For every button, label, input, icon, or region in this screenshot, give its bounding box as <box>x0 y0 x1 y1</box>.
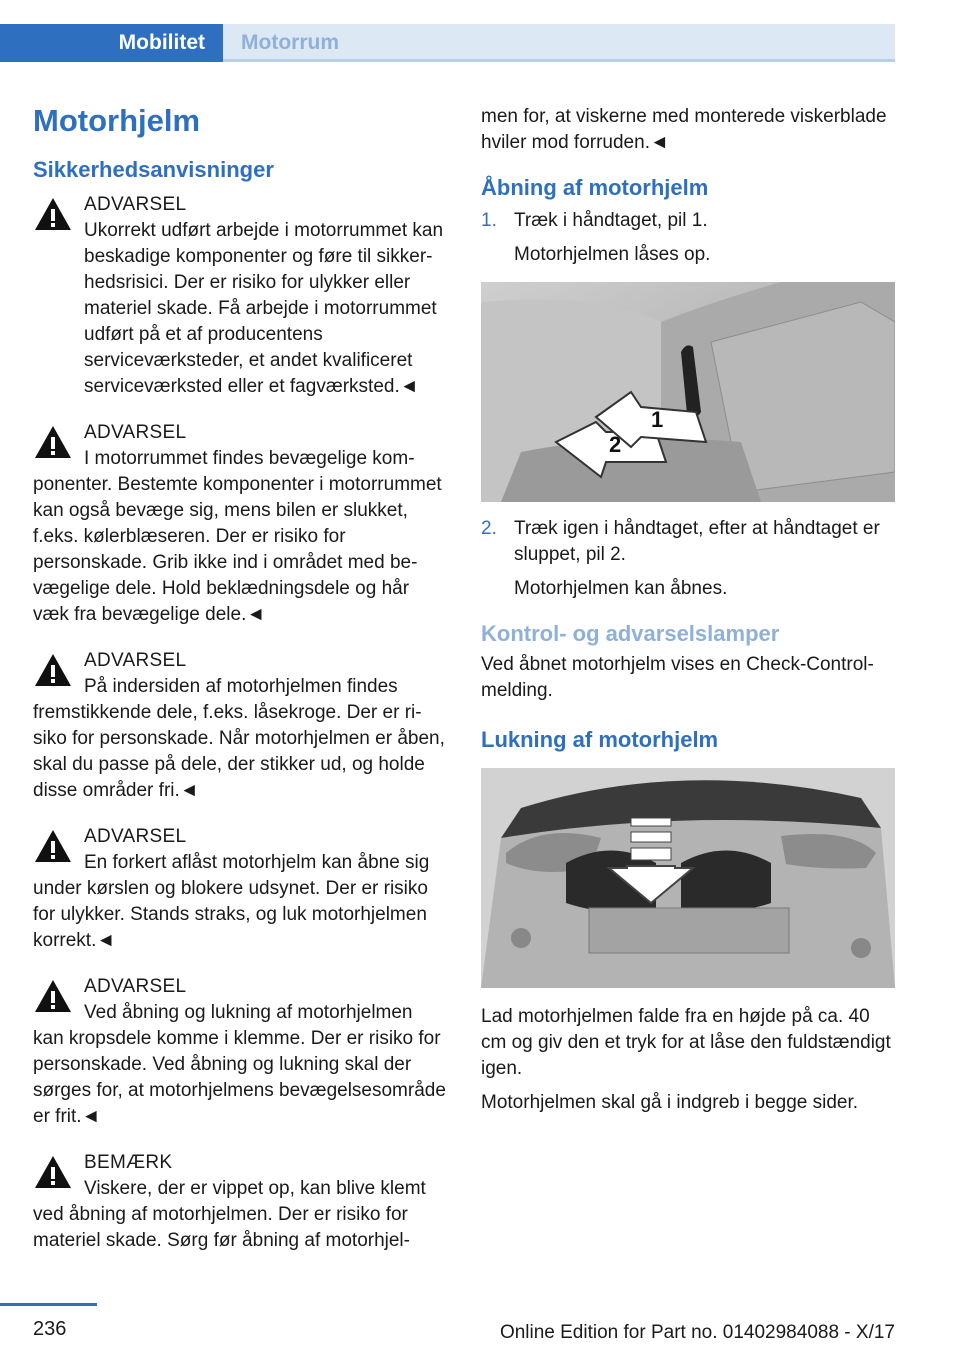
step-2 <box>481 516 896 568</box>
closing-text-2: Motorhjelmen skal gå i indgreb i begge sider. <box>481 1092 859 1113</box>
tab-underline <box>223 59 895 62</box>
svg-text:2: 2 <box>609 432 622 457</box>
opening-steps-cont <box>481 516 896 568</box>
warning-triangle-icon <box>33 826 73 866</box>
page-title: Motorhjelm <box>33 103 201 138</box>
page-number: 236 <box>33 1318 67 1340</box>
step-number: 1. <box>481 210 497 231</box>
warning-label: ADVARSEL <box>84 976 187 997</box>
warning-text: En forkert aflåst motorhjelm kan åbne sig under kørslen og blokere udsynet. Der er risiko for ulykker. Stands straks, og luk motorhjelmen korrekt.◄ <box>33 852 430 951</box>
notice-text: Viskere, der er vippet op, kan blive klemt ved åbning af motorhjelmen. Der er risiko for materiel skade. Sørg før åbning af motorhjel- <box>33 1178 426 1251</box>
warning-block <box>33 974 448 1130</box>
step-result: Motorhjelmen låses op. <box>514 244 711 265</box>
step-text: Træk igen i håndtaget, efter at håndtaget er sluppet, pil 2. <box>514 518 880 565</box>
footer-rule <box>0 1303 97 1306</box>
hood-release-lever-figure <box>481 282 895 502</box>
warning-text: I motorrummet findes bevægelige komponenter. Bestemte komponenter i motorrummet kan også bevæge sig, mens bilen er slukket, f.eks. kølerblæseren. Der er risiko for personskade. Grib ikke ind i området med bevægelige dele. Hold beklædningsdele og hår væk fra bevægelige dele.◄ <box>33 448 442 625</box>
continuation-text: men for, at viskerne med monterede viskerblade hviler mod forruden.◄ <box>481 106 887 153</box>
step-text: Træk i håndtaget, pil 1. <box>514 210 708 231</box>
warning-triangle-icon <box>33 422 73 462</box>
header-tabs <box>0 24 895 62</box>
warning-block <box>33 824 448 954</box>
indicator-text: Ved åbnet motorhjelm vises en Check-Control-melding. <box>481 654 874 701</box>
step-number: 2. <box>481 518 497 539</box>
warning-text: På indersiden af motorhjelmen findes fremstikkende dele, f.eks. låsekroge. Der er risiko for personskade. Når motorhjelmen er åben, skal du passe på dele, der stikker ud, og holde disse områder fri.◄ <box>33 676 445 801</box>
opening-heading: Åbning af motorhjelm <box>481 175 709 200</box>
warning-text: Ukorrekt udført arbejde i motorrummet kan beskadige komponenter og føre til sikkerhedsrisici. Der er risiko for ulykker eller materiel skade. Få arbejde i motorrummet udført på et af producentens serviceværksteder, et andet kvalificeret serviceværksted eller et fagværksted.◄ <box>84 220 444 397</box>
notice-block <box>33 1150 448 1254</box>
step-1 <box>481 208 896 234</box>
edition-note: Online Edition for Part no. 01402984088 - X/17 <box>499 1322 895 1343</box>
closing-heading: Lukning af motorhjelm <box>481 727 719 752</box>
warning-triangle-icon <box>33 194 73 234</box>
warning-triangle-icon <box>33 976 73 1016</box>
svg-text:1: 1 <box>651 407 664 432</box>
step-result: Motorhjelmen kan åbnes. <box>514 578 728 599</box>
tab-mobilitet: Mobilitet <box>0 24 223 62</box>
warning-triangle-icon <box>33 1152 73 1192</box>
warning-block <box>33 192 448 400</box>
warning-triangle-icon <box>33 650 73 690</box>
left-column <box>33 100 448 1254</box>
safety-heading: Sikkerhedsanvisninger <box>33 157 274 182</box>
warning-label: ADVARSEL <box>84 194 187 215</box>
hood-closing-figure <box>481 768 895 988</box>
notice-label: BEMÆRK <box>84 1152 173 1173</box>
tab-motorrum: Motorrum <box>223 24 895 62</box>
indicator-heading: Kontrol- og advarselslamper <box>481 621 780 646</box>
opening-steps <box>481 208 896 234</box>
warning-label: ADVARSEL <box>84 826 187 847</box>
warning-text: Ved åbning og lukning af motorhjelmen kan kropsdele komme i klemme. Der er risiko for personskade. Ved åbning og lukning skal der sørges for, at motorhjelmens bevægelsesområde er frit.◄ <box>33 1002 446 1127</box>
right-column <box>481 104 896 1116</box>
closing-text: Lad motorhjelmen falde fra en højde på ca. 40 cm og giv den et tryk for at låse den fuldstændigt igen. <box>481 1006 891 1079</box>
warning-block <box>33 648 448 804</box>
warning-block <box>33 420 448 628</box>
warning-label: ADVARSEL <box>84 650 187 671</box>
warning-label: ADVARSEL <box>84 422 187 443</box>
